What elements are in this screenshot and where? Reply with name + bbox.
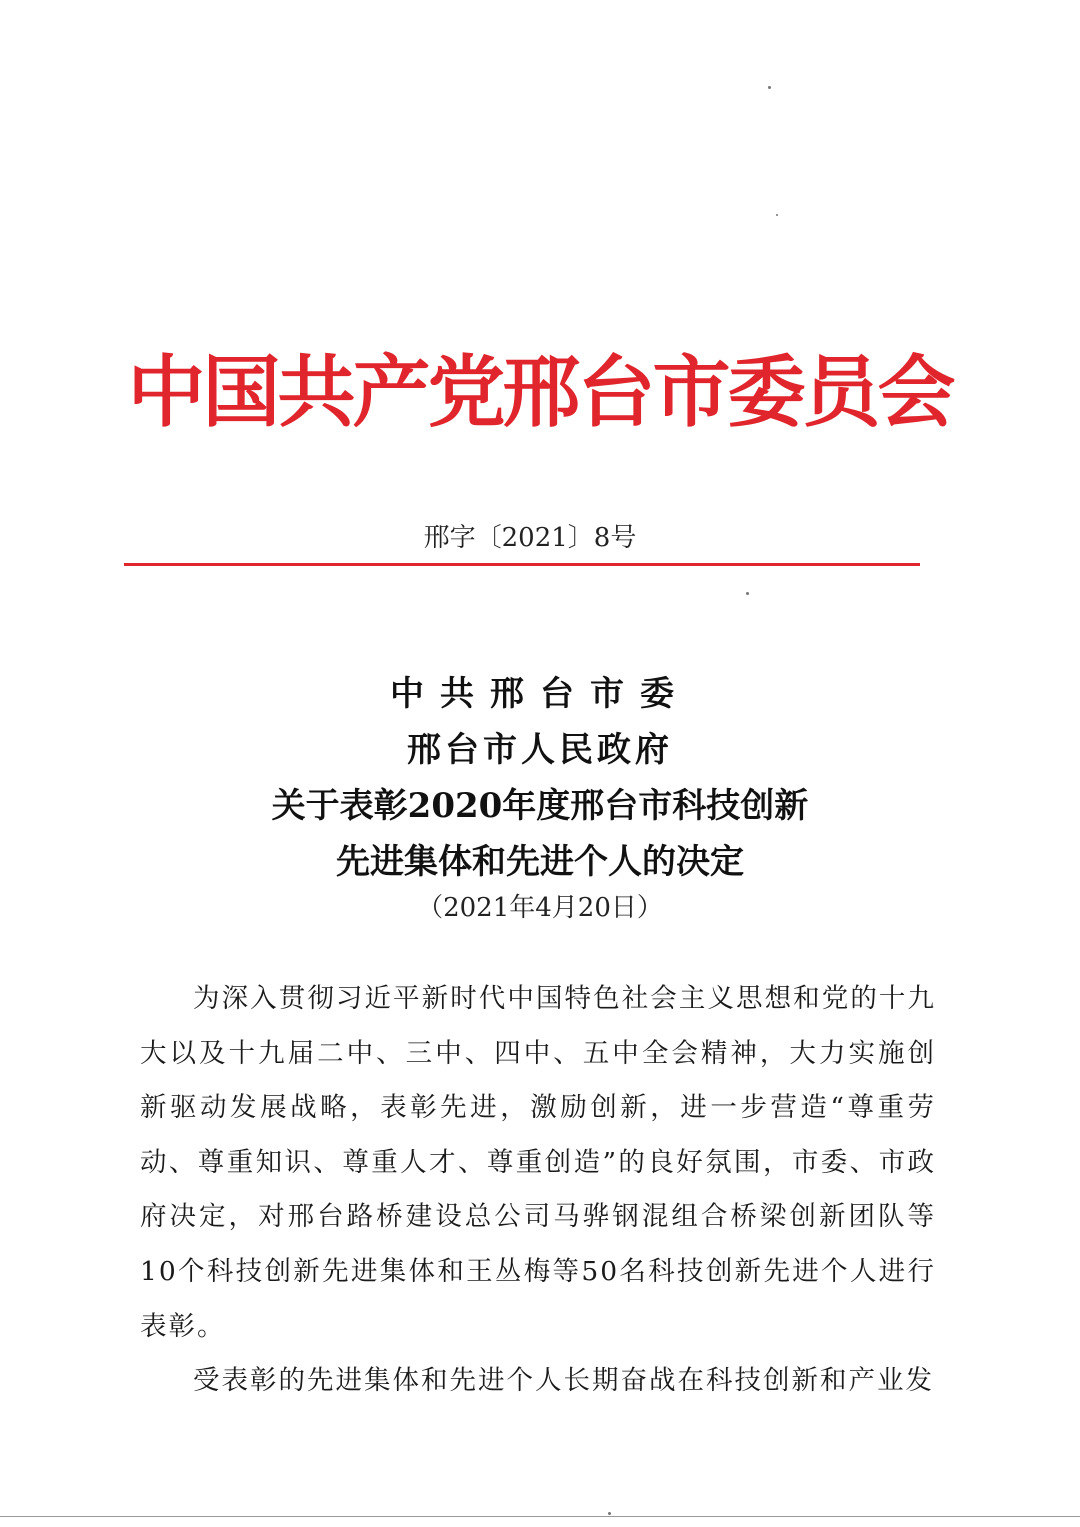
paragraph-1: 为深入贯彻习近平新时代中国特色社会主义思想和党的十九大以及十九届二中、三中、四中、五中全会精神，大力实施创新驱动发展战略，表彰先进，激励创新，进一步营造“尊重劳动、尊重知识、尊重人才、尊重创造”的良好氛围，市委、市政府决定，对邢台路桥建设总公司马骅钢混组合桥梁创新团队等10个科技创新先进集体和王丛梅等50名科技创新先进个人进行表彰。 [140,983,936,1342]
issue-date: （2021年4月20日） [417,893,663,923]
title-line-4: 先进集体和先进个人的决定 [336,842,744,882]
document-number: 邢字〔2021〕8号 [423,523,637,553]
title-line-3: 关于表彰2020年度邢台市科技创新 [271,786,809,826]
paragraph-2: 受表彰的先进集体和先进个人长期奋战在科技创新和产业发 [193,1365,934,1397]
scan-speck [746,592,749,595]
body-text [140,972,936,1409]
scan-speck [608,1512,611,1515]
masthead-title: 中国共产党邢台市委员会 [127,347,953,438]
title-line-2: 邢台市人民政府 [407,730,673,770]
title-line-1: 中共邢台市委 [390,674,690,714]
scan-edge-line [0,1516,1080,1517]
red-divider-line [124,563,920,566]
document-title [0,666,1080,890]
scan-speck [768,86,771,89]
scan-speck [776,214,778,216]
